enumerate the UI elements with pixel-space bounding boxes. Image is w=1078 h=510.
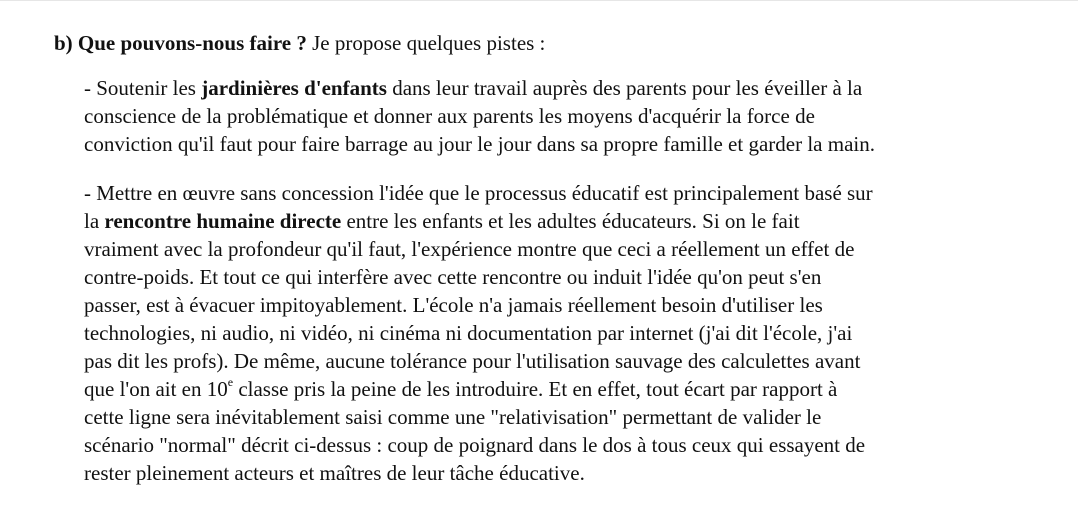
section-heading — [54, 29, 545, 57]
text-line: cette ligne sera inévitablement saisi comme une "relativisation" permettant de valider le — [84, 405, 822, 429]
text-run: entre les enfants et les adultes éducateurs. Si on le fait — [341, 209, 800, 233]
text-run: - Soutenir les — [84, 76, 202, 100]
text-line: conviction qu'il faut pour faire barrage au jour le jour dans sa propre famille et garder la main. — [84, 132, 875, 156]
section-heading-label: b) Que pouvons-nous faire ? — [54, 31, 307, 55]
text-run: que l'on ait en 10 — [84, 377, 228, 401]
text-line: scénario "normal" décrit ci-dessus : coup de poignard dans le dos à tous ceux qui essayent de — [84, 433, 866, 457]
text-line — [84, 207, 1044, 235]
text-line — [84, 74, 1044, 102]
text-line: pas dit les profs). De même, aucune tolérance pour l'utilisation sauvage des calculettes avant — [84, 349, 861, 373]
text-line: contre-poids. Et tout ce qui interfère avec cette rencontre ou induit l'idée qu'on peut s'en — [84, 265, 822, 289]
text-run: la — [84, 209, 105, 233]
bold-phrase: rencontre humaine directe — [104, 209, 342, 233]
text-run: classe pris la peine de les introduire. Et en effet, tout écart par rapport à — [233, 377, 838, 401]
text-line: vraiment avec la profondeur qu'il faut, l'expérience montre que ceci a réellement un effet de — [84, 237, 855, 261]
top-divider — [0, 0, 1078, 1]
paragraph-human-encounter — [84, 179, 1044, 487]
text-line: passer, est à évacuer impitoyablement. L'école n'a jamais réellement besoin d'utiliser les — [84, 293, 823, 317]
text-line: rester pleinement acteurs et maîtres de leur tâche éducative. — [84, 461, 585, 485]
section-heading-text: Je propose quelques pistes : — [306, 31, 546, 55]
paragraph-support-kindergarten — [84, 74, 1044, 158]
text-line — [84, 375, 1044, 403]
text-line: conscience de la problématique et donner aux parents les moyens d'acquérir la force de — [84, 104, 815, 128]
superscript: e — [227, 375, 234, 389]
bold-phrase: jardinières d'enfants — [201, 76, 387, 100]
text-line: - Mettre en œuvre sans concession l'idée que le processus éducatif est principalement basé sur — [84, 181, 873, 205]
text-line: technologies, ni audio, ni vidéo, ni cinéma ni documentation par internet (j'ai dit l'école, j'ai — [84, 321, 853, 345]
text-run: dans leur travail auprès des parents pour les éveiller à la — [386, 76, 863, 100]
